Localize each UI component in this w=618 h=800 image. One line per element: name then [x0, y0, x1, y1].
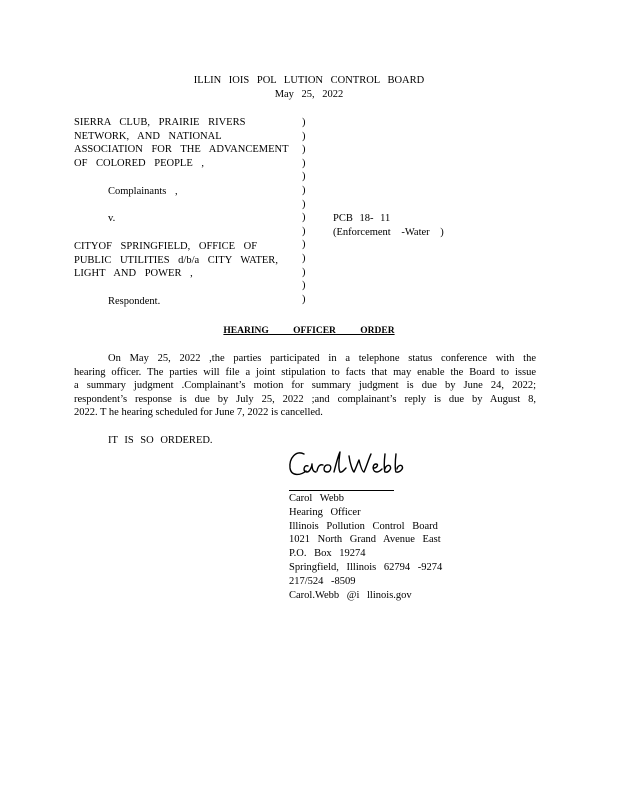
complainant-line: SIERRA CLUB, PRAIRIE RIVERS [74, 117, 246, 128]
order-body [74, 352, 536, 420]
closing-statement: IT IS SO ORDERED. [108, 435, 213, 446]
versus-label: v. [108, 213, 116, 224]
paren: ) [302, 130, 306, 142]
respondent-line: LIGHT AND POWER , [74, 268, 193, 280]
signer-title: Hearing Officer [289, 506, 361, 518]
paren: ) [302, 266, 306, 278]
paren: ) [302, 252, 306, 264]
paren: ) [302, 117, 306, 128]
complainant-line: NETWORK, AND NATIONAL [74, 130, 222, 142]
paren: ) [302, 212, 306, 224]
paren: ) [302, 225, 306, 237]
paren: ) [302, 144, 306, 156]
paren: ) [302, 239, 306, 251]
respondent-line: PUBLIC UTILITIES d/b/a CITY WATER, [74, 254, 278, 266]
body-line: 2022. T he hearing scheduled for June 7, 2022 is cancelled. [74, 407, 323, 419]
signer-street: 1021 North Grand Avenue East [289, 534, 441, 546]
respondent-line: CITYOF SPRINGFIELD, OFFICE OF [74, 241, 258, 252]
caption-parens [302, 116, 312, 306]
complainant-line: ASSOCIATION FOR THE ADVANCEMENT [74, 144, 289, 156]
signer-po-box: P.O. Box 19274 [289, 548, 366, 560]
handwritten-signature [286, 444, 416, 484]
signer-agency: Illinois Pollution Control Board [289, 520, 438, 532]
paren: ) [302, 157, 306, 169]
agency-title: ILLIN IOIS POL LUTION CONTROL BOARD [193, 75, 425, 86]
respondent-caption [74, 240, 294, 281]
signer-name: Carol Webb [289, 493, 344, 504]
paren: ) [302, 171, 306, 183]
paren: ) [302, 184, 306, 196]
order-date: May 25, 2022 [274, 89, 344, 100]
paren: ) [302, 293, 306, 305]
case-type: (Enforcement -Water ) [333, 227, 444, 238]
paren: ) [302, 280, 306, 292]
body-line: On May 25, 2022 ,the parties participated in a telephone status conference with the [108, 353, 536, 364]
case-caption [74, 116, 294, 170]
complainant-line: OF COLORED PEOPLE , [74, 157, 205, 169]
paren: ) [302, 198, 306, 210]
body-line: hearing officer. The parties will file a joint stipulation to facts that may enable the Board to issue [74, 366, 536, 378]
signer-email: Carol.Webb @i llinois.gov [289, 589, 412, 601]
respondent-label: Respondent. [108, 296, 161, 307]
complainants-label: Complainants , [108, 186, 178, 197]
body-line: a summary judgment .Complainant’s motion for summary judgment is due by June 24, 2022; [74, 380, 536, 392]
signer-city: Springfield, Illinois 62794 -9274 [289, 561, 443, 573]
signature-line [289, 490, 394, 491]
body-line: respondent’s response is due by July 25, 2022 ;and complainant’s reply is due by August 8, [74, 393, 536, 405]
order-title-text: HEARING OFFICER ORDER [223, 326, 395, 336]
case-number: PCB 18- 11 [333, 213, 391, 224]
order-title [0, 325, 618, 339]
signer-phone: 217/524 -8509 [289, 575, 356, 587]
signature-block [289, 492, 442, 602]
